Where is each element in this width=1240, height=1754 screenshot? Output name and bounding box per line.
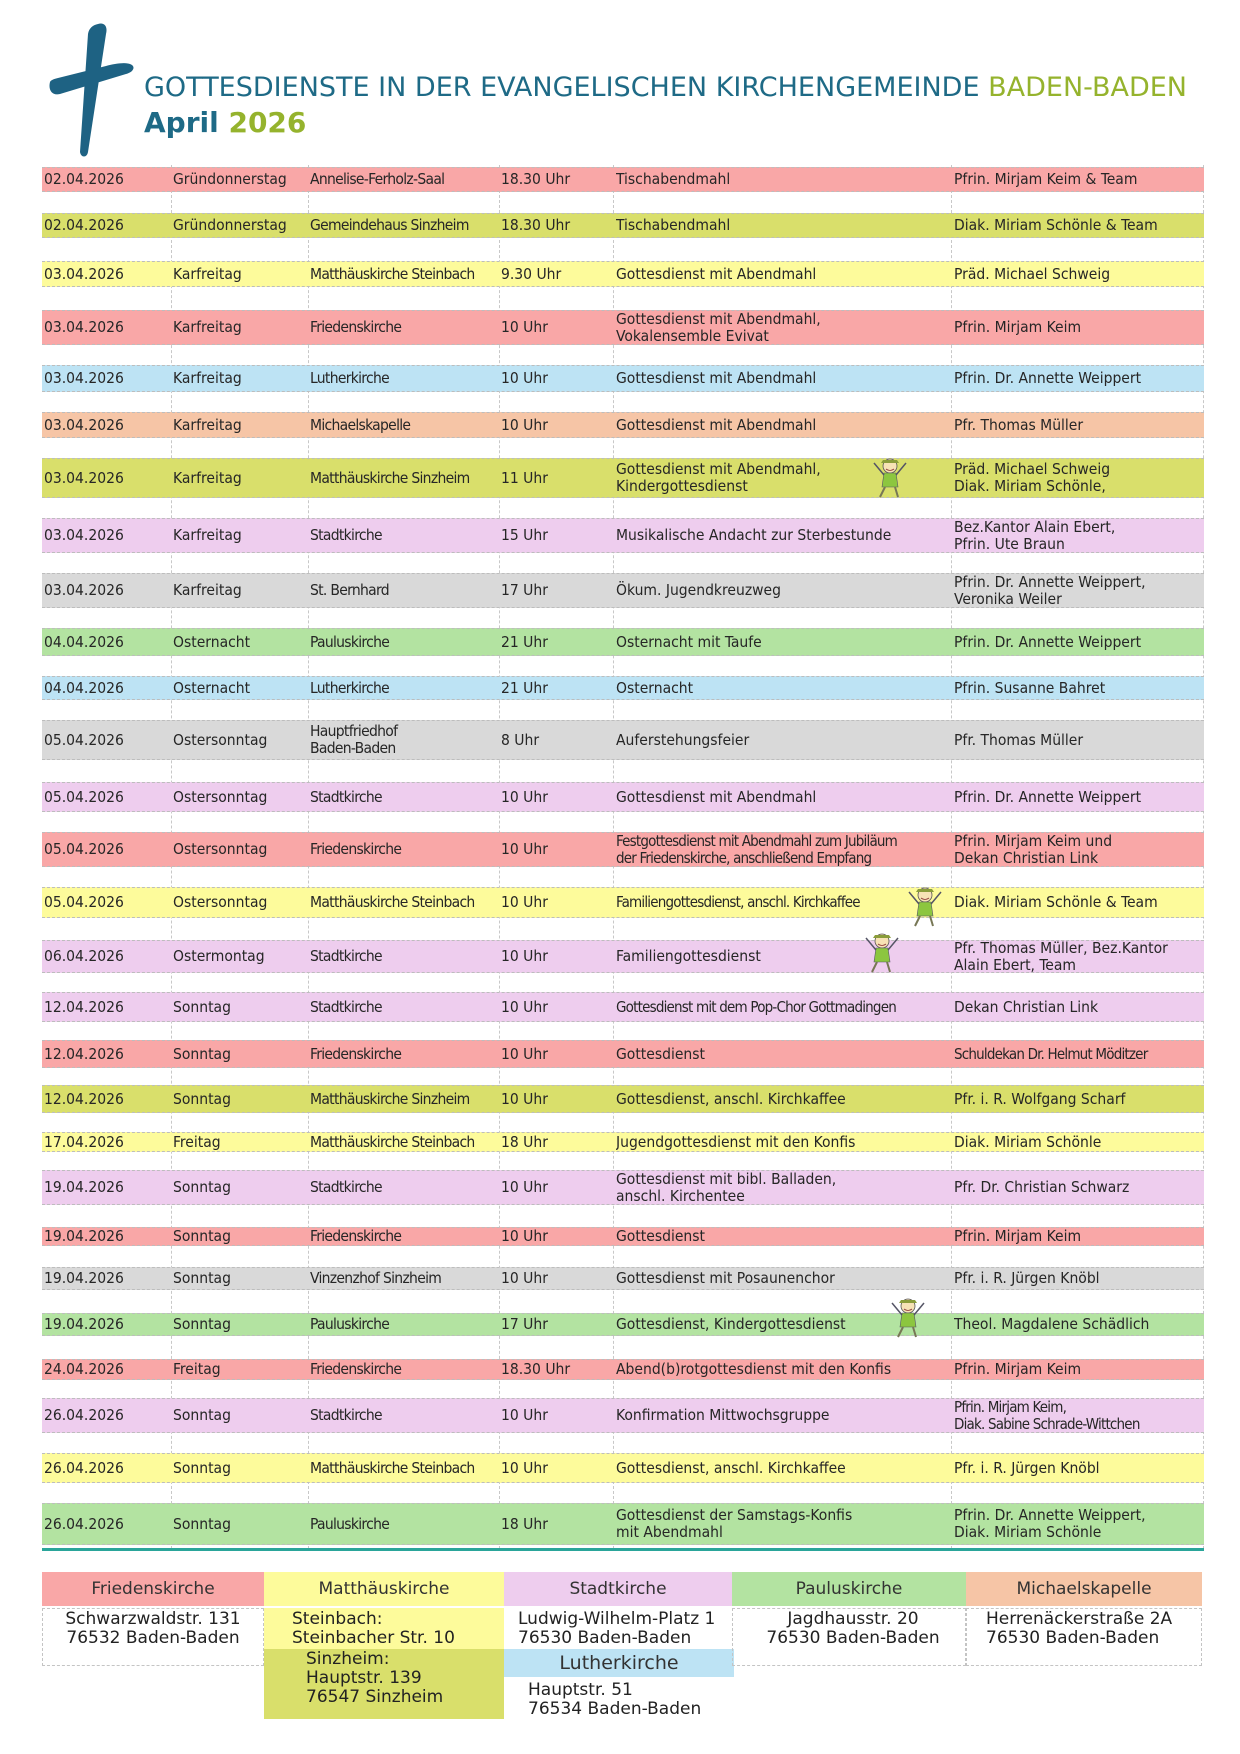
page-title <box>144 72 1187 103</box>
legend-pauluskirche: Pauluskirche <box>732 1572 966 1606</box>
cell-date: 03.04.2026 <box>44 526 124 544</box>
cell-time: 10 Uhr <box>501 997 548 1016</box>
services-table <box>42 165 1204 1549</box>
cell-location: Matthäuskirche Sinzheim <box>310 468 470 487</box>
cell-date: 05.04.2026 <box>44 840 124 858</box>
table-row <box>42 1267 1204 1290</box>
table-row <box>42 992 1204 1022</box>
table-row <box>42 1040 1204 1068</box>
cell-leader: Diak. Miriam Schönle & Team <box>954 893 1158 911</box>
table-row <box>42 1313 1204 1336</box>
table-row <box>42 167 1204 192</box>
table-row <box>42 1398 1204 1433</box>
cell-location: Stadtkirche <box>310 947 382 965</box>
cell-leader: Pfr. i. R. Jürgen Knöbl <box>954 1269 1100 1287</box>
cell-description: Familiengottesdienst <box>616 947 761 965</box>
cell-day: Sonntag <box>173 1458 231 1477</box>
cell-date: 05.04.2026 <box>44 730 124 749</box>
cell-location: Lutherkirche <box>310 369 389 387</box>
cell-leader: Pfr. Thomas Müller, Bez.Kantor Alain Ebert, Team <box>954 941 1168 972</box>
cell-description: Tischabendmahl <box>616 216 731 234</box>
legend-matthaeuskirche: Matthäuskirche <box>264 1572 504 1606</box>
cell-time: 10 Uhr <box>501 840 548 858</box>
address-friedenskirche: Schwarzwaldstr. 131 76532 Baden-Baden <box>65 1609 241 1648</box>
cell-location: Stadtkirche <box>310 997 382 1016</box>
child-illustration-icon <box>862 930 902 976</box>
subtitle-month: April <box>144 106 229 139</box>
table-row <box>42 887 1204 918</box>
child-illustration-icon <box>905 884 945 930</box>
cell-day: Sonntag <box>173 1406 231 1424</box>
cell-day: Sonntag <box>173 1269 231 1287</box>
cell-description: Ökum. Jugendkreuzweg <box>616 581 781 599</box>
legend-michaelskapelle: Michaelskapelle <box>966 1572 1202 1606</box>
cell-location: Gemeindehaus Sinzheim <box>310 216 469 234</box>
address-lutherkirche: Hauptstr. 51 76534 Baden-Baden <box>528 1680 702 1719</box>
cell-description: Familiengottesdienst, anschl. Kirchkaffee <box>616 893 860 911</box>
cell-location: Friedenskirche <box>310 318 402 336</box>
cell-time: 10 Uhr <box>501 1228 548 1245</box>
cell-date: 17.04.2026 <box>44 1133 124 1151</box>
cell-day: Karfreitag <box>173 468 242 487</box>
cell-leader: Präd. Michael Schweig Diak. Miriam Schönle, <box>954 460 1111 495</box>
cell-location: Matthäuskirche Steinbach <box>310 893 475 911</box>
cell-day: Freitag <box>173 1360 221 1378</box>
cell-day: Ostersonntag <box>173 787 268 806</box>
cross-icon <box>44 20 144 160</box>
cell-description: Gottesdienst, Kindergottesdienst <box>616 1315 846 1333</box>
cell-date: 19.04.2026 <box>44 1269 124 1287</box>
table-row <box>42 1453 1204 1483</box>
cell-description: Festgottesdienst mit Abendmahl zum Jubiläum der Friedenskirche, anschließend Empfang <box>616 833 898 866</box>
table-row <box>42 261 1204 287</box>
cell-date: 24.04.2026 <box>44 1360 124 1378</box>
address-matthaeus-sinzheim: Sinzheim: Hauptstr. 139 76547 Sinzheim <box>306 1649 444 1707</box>
cell-description: Gottesdienst <box>616 1044 705 1063</box>
cell-leader: Pfr. i. R. Wolfgang Scharf <box>954 1089 1126 1108</box>
table-row <box>42 365 1204 392</box>
cell-date: 05.04.2026 <box>44 787 124 806</box>
cell-description: Gottesdienst mit Abendmahl <box>616 415 817 434</box>
legend-stadtkirche: Stadtkirche <box>504 1572 732 1606</box>
cell-date: 03.04.2026 <box>44 581 124 599</box>
cell-description: Gottesdienst mit bibl. Balladen, anschl. Kirchentee <box>616 1171 837 1204</box>
cell-leader: Pfrin. Mirjam Keim, Diak. Sabine Schrade-Wittchen <box>954 1399 1140 1432</box>
cell-time: 10 Uhr <box>501 893 548 911</box>
cell-day: Freitag <box>173 1133 221 1151</box>
table-row <box>42 1359 1204 1380</box>
address-stadtkirche: Ludwig-Wilhelm-Platz 1 76530 Baden-Baden <box>518 1609 716 1648</box>
cell-date: 03.04.2026 <box>44 415 124 434</box>
cell-location: Matthäuskirche Steinbach <box>310 1133 475 1151</box>
cell-date: 12.04.2026 <box>44 997 124 1016</box>
cell-leader: Dekan Christian Link <box>954 997 1099 1016</box>
table-row <box>42 412 1204 438</box>
table-row <box>42 1227 1204 1246</box>
address-matthaeus-steinbach: Steinbach: Steinbacher Str. 10 <box>292 1610 455 1648</box>
cell-time: 17 Uhr <box>501 581 548 599</box>
cell-day: Ostersonntag <box>173 730 268 749</box>
cell-leader: Pfrin. Dr. Annette Weippert <box>954 369 1142 387</box>
cell-day: Ostersonntag <box>173 840 268 858</box>
cell-description: Musikalische Andacht zur Sterbestunde <box>616 526 892 544</box>
cell-time: 21 Uhr <box>501 632 548 651</box>
legend-lutherkirche: Lutherkirche <box>504 1649 734 1677</box>
cell-day: Karfreitag <box>173 526 242 544</box>
cell-day: Osternacht <box>173 678 251 697</box>
cell-leader: Theol. Magdalene Schädlich <box>954 1315 1150 1333</box>
cell-time: 8 Uhr <box>501 730 540 749</box>
cell-location: Stadtkirche <box>310 1406 382 1424</box>
cell-leader: Pfrin. Mirjam Keim <box>954 318 1082 336</box>
cell-description: Gottesdienst mit Abendmahl <box>616 369 817 387</box>
cell-leader: Pfr. Thomas Müller <box>954 415 1084 434</box>
table-row <box>42 1170 1204 1205</box>
cell-location: Friedenskirche <box>310 1044 402 1063</box>
cell-location: Pauluskirche <box>310 1315 390 1333</box>
cell-date: 19.04.2026 <box>44 1178 124 1196</box>
cell-date: 26.04.2026 <box>44 1514 124 1533</box>
table-row <box>42 832 1204 867</box>
table-row <box>42 310 1204 345</box>
cell-day: Karfreitag <box>173 415 242 434</box>
cell-location: Friedenskirche <box>310 840 402 858</box>
cell-description: Gottesdienst mit Abendmahl, Kindergottesdienst <box>616 460 821 495</box>
cell-leader: Pfrin. Dr. Annette Weippert <box>954 787 1142 806</box>
table-row <box>42 213 1204 238</box>
cell-leader: Pfr. i. R. Jürgen Knöbl <box>954 1458 1100 1477</box>
cell-date: 26.04.2026 <box>44 1406 124 1424</box>
cell-time: 10 Uhr <box>501 1089 548 1108</box>
cell-leader: Pfrin. Mirjam Keim <box>954 1360 1082 1378</box>
cell-date: 12.04.2026 <box>44 1044 124 1063</box>
cell-date: 04.04.2026 <box>44 678 124 697</box>
table-bottom-rule <box>42 1548 1204 1551</box>
cell-time: 21 Uhr <box>501 678 548 697</box>
cell-description: Gottesdienst mit dem Pop-Chor Gottmadingen <box>616 997 896 1016</box>
cell-location: Hauptfriedhof Baden-Baden <box>310 722 398 757</box>
cell-time: 10 Uhr <box>501 1406 548 1424</box>
table-row <box>42 1132 1204 1152</box>
child-illustration-icon <box>870 455 910 501</box>
cell-time: 9.30 Uhr <box>501 264 562 283</box>
cell-location: Stadtkirche <box>310 1178 382 1196</box>
table-row <box>42 1503 1204 1545</box>
cell-date: 06.04.2026 <box>44 947 124 965</box>
cell-leader: Pfrin. Dr. Annette Weippert, Diak. Miriam Schönle <box>954 1506 1146 1541</box>
cell-leader: Bez.Kantor Alain Ebert, Pfrin. Ute Braun <box>954 519 1116 552</box>
address-michaelskapelle: Herrenäckerstraße 2A 76530 Baden-Baden <box>986 1609 1173 1648</box>
cell-time: 18 Uhr <box>501 1514 548 1533</box>
cell-time: 10 Uhr <box>501 369 548 387</box>
table-row <box>42 458 1204 498</box>
cell-date: 02.04.2026 <box>44 170 124 188</box>
cell-location: Michaelskapelle <box>310 415 411 434</box>
cell-day: Sonntag <box>173 1089 231 1108</box>
cell-day: Sonntag <box>173 997 231 1016</box>
table-row <box>42 720 1204 760</box>
table-row <box>42 940 1204 973</box>
cell-time: 10 Uhr <box>501 1458 548 1477</box>
cell-description: Jugendgottesdienst mit den Konfis <box>616 1133 856 1151</box>
cell-day: Sonntag <box>173 1514 231 1533</box>
cell-location: Matthäuskirche Steinbach <box>310 264 475 283</box>
cell-day: Sonntag <box>173 1044 231 1063</box>
cell-description: Gottesdienst, anschl. Kirchkaffee <box>616 1458 846 1477</box>
cell-day: Karfreitag <box>173 318 242 336</box>
cell-time: 18.30 Uhr <box>501 216 571 234</box>
cell-location: Stadtkirche <box>310 787 382 806</box>
cell-time: 15 Uhr <box>501 526 548 544</box>
address-pauluskirche: Jagdhausstr. 20 76530 Baden-Baden <box>766 1609 940 1648</box>
cell-leader: Pfr. Dr. Christian Schwarz <box>954 1178 1130 1196</box>
page-subtitle <box>144 106 306 139</box>
cell-leader: Pfr. Thomas Müller <box>954 730 1084 749</box>
child-illustration-icon <box>888 1295 928 1341</box>
cell-description: Gottesdienst mit Abendmahl, Vokalensemble Evivat <box>616 311 821 344</box>
cell-day: Sonntag <box>173 1228 231 1245</box>
cell-location: Friedenskirche <box>310 1360 402 1378</box>
cell-time: 18 Uhr <box>501 1133 548 1151</box>
cell-date: 03.04.2026 <box>44 318 124 336</box>
cell-date: 03.04.2026 <box>44 468 124 487</box>
cell-date: 26.04.2026 <box>44 1458 124 1477</box>
title-main: GOTTESDIENSTE IN DER EVANGELISCHEN KIRCHENGEMEINDE <box>144 72 989 103</box>
cell-leader: Pfrin. Mirjam Keim <box>954 1228 1082 1245</box>
cell-description: Tischabendmahl <box>616 170 731 188</box>
cell-day: Sonntag <box>173 1315 231 1333</box>
table-row <box>42 573 1204 608</box>
cell-location: St. Bernhard <box>310 581 389 599</box>
cell-description: Gottesdienst mit Abendmahl <box>616 787 817 806</box>
cell-date: 04.04.2026 <box>44 632 124 651</box>
cell-day: Karfreitag <box>173 264 242 283</box>
cell-location: Matthäuskirche Sinzheim <box>310 1089 470 1108</box>
subtitle-year: 2026 <box>228 106 307 139</box>
cell-leader: Pfrin. Dr. Annette Weippert <box>954 632 1142 651</box>
title-accent: BADEN-BADEN <box>988 72 1187 103</box>
cell-description: Gottesdienst mit Abendmahl <box>616 264 817 283</box>
cell-time: 10 Uhr <box>501 1044 548 1063</box>
table-row <box>42 518 1204 553</box>
cell-description: Gottesdienst <box>616 1228 705 1245</box>
cell-date: 03.04.2026 <box>44 264 124 283</box>
cell-leader: Pfrin. Mirjam Keim & Team <box>954 170 1138 188</box>
cell-location: Annelise-Ferholz-Saal <box>310 170 445 188</box>
cell-description: Gottesdienst, anschl. Kirchkaffee <box>616 1089 846 1108</box>
cell-description: Gottesdienst der Samstags-Konfis mit Abendmahl <box>616 1506 853 1541</box>
table-row <box>42 676 1204 700</box>
cell-description: Osternacht mit Taufe <box>616 632 762 651</box>
cell-leader: Pfrin. Dr. Annette Weippert, Veronika Weiler <box>954 574 1146 607</box>
table-row <box>42 628 1204 656</box>
cell-date: 02.04.2026 <box>44 216 124 234</box>
cell-day: Karfreitag <box>173 581 242 599</box>
cell-day: Gründonnerstag <box>173 170 287 188</box>
cell-day: Gründonnerstag <box>173 216 287 234</box>
cell-date: 03.04.2026 <box>44 369 124 387</box>
cell-description: Osternacht <box>616 678 694 697</box>
table-row <box>42 782 1204 812</box>
cell-time: 10 Uhr <box>501 318 548 336</box>
cell-date: 19.04.2026 <box>44 1315 124 1333</box>
cell-date: 19.04.2026 <box>44 1228 124 1245</box>
cell-description: Auferstehungsfeier <box>616 730 750 749</box>
cell-leader: Präd. Michael Schweig <box>954 264 1111 283</box>
cell-day: Osternacht <box>173 632 251 651</box>
cell-description: Abend(b)rotgottesdienst mit den Konfis <box>616 1360 892 1378</box>
cell-time: 17 Uhr <box>501 1315 548 1333</box>
cell-location: Pauluskirche <box>310 632 390 651</box>
cell-time: 10 Uhr <box>501 415 548 434</box>
cell-location: Pauluskirche <box>310 1514 390 1533</box>
cell-time: 10 Uhr <box>501 787 548 806</box>
cell-time: 10 Uhr <box>501 1178 548 1196</box>
cell-leader: Pfrin. Susanne Bahret <box>954 678 1106 697</box>
cell-day: Karfreitag <box>173 369 242 387</box>
cell-time: 18.30 Uhr <box>501 1360 571 1378</box>
table-row <box>42 1085 1204 1113</box>
cell-leader: Pfrin. Mirjam Keim und Dekan Christian Link <box>954 833 1113 866</box>
cell-day: Ostersonntag <box>173 893 268 911</box>
cell-description: Konfirmation Mittwochsgruppe <box>616 1406 830 1424</box>
cell-time: 18.30 Uhr <box>501 170 571 188</box>
cell-location: Lutherkirche <box>310 678 389 697</box>
cell-day: Sonntag <box>173 1178 231 1196</box>
cell-time: 10 Uhr <box>501 947 548 965</box>
cell-location: Stadtkirche <box>310 526 382 544</box>
cell-date: 05.04.2026 <box>44 893 124 911</box>
cell-time: 10 Uhr <box>501 1269 548 1287</box>
cell-leader: Schuldekan Dr. Helmut Möditzer <box>954 1044 1148 1063</box>
cell-leader: Diak. Miriam Schönle <box>954 1133 1102 1151</box>
cell-location: Matthäuskirche Steinbach <box>310 1458 475 1477</box>
cell-leader: Diak. Miriam Schönle & Team <box>954 216 1158 234</box>
legend-friedenskirche: Friedenskirche <box>42 1572 264 1606</box>
cell-location: Friedenskirche <box>310 1228 402 1245</box>
cell-location: Vinzenzhof Sinzheim <box>310 1269 442 1287</box>
cell-description: Gottesdienst mit Posaunenchor <box>616 1269 835 1287</box>
cell-day: Ostermontag <box>173 947 265 965</box>
cell-date: 12.04.2026 <box>44 1089 124 1108</box>
cell-time: 11 Uhr <box>501 468 548 487</box>
